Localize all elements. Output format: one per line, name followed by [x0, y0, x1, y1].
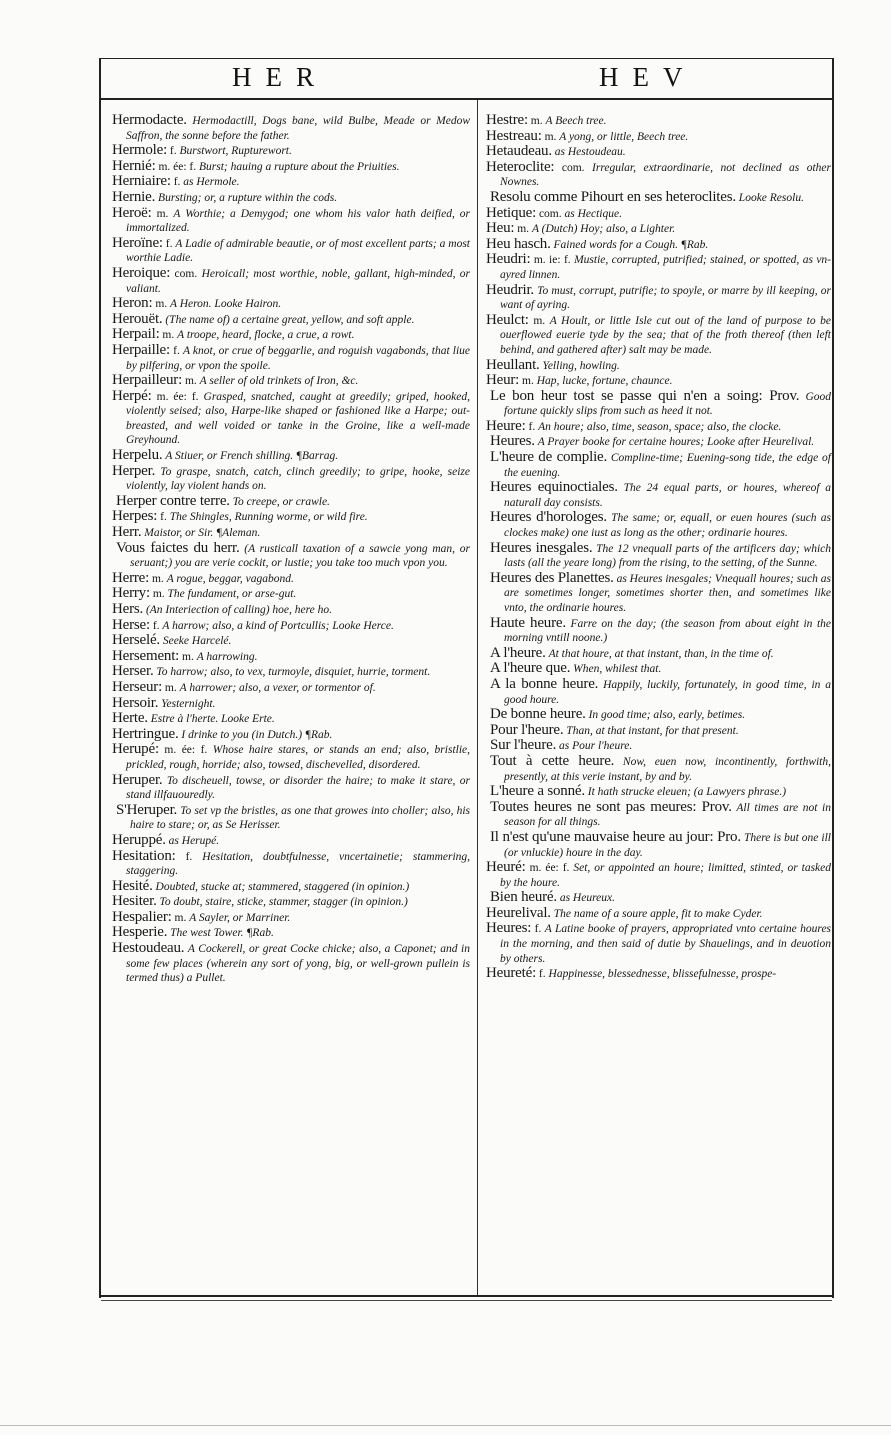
entry-definition: The west Tower. ¶Rab. [170, 927, 274, 940]
entry-headword: Heroïne: [112, 234, 163, 251]
dictionary-entry [486, 358, 831, 374]
entry-definition: Whose haire stares, or stands an end; also, bristlie, prickled, rough, horride; also, towsed, dischevelled, disordered. [126, 744, 471, 771]
entry-definition: To graspe, snatch, catch, clinch greedily; to gripe, hooke, seize violently, lay violent hands on. [126, 465, 470, 493]
entry-headword: De bonne heure. [490, 706, 586, 723]
entry-grammar: m. [162, 329, 175, 342]
dictionary-entry [112, 925, 470, 941]
entry-headword: Hersement: [112, 647, 180, 664]
entry-definition: Estre à l'herte. Looke Erte. [150, 713, 275, 726]
dictionary-entry [486, 541, 831, 571]
entry-definition: Doubted, stucke at; stammered, staggered (in opinion.) [155, 880, 410, 893]
entry-definition: Fained words for a Cough. ¶Rab. [553, 238, 709, 251]
dictionary-entry [486, 966, 831, 982]
entry-definition: as Heureux. [559, 892, 615, 905]
entry-grammar: m. ie: f. [533, 254, 571, 267]
dictionary-entry [486, 480, 831, 510]
entry-definition: A Stiuer, or French shilling. ¶Barrag. [165, 450, 339, 463]
dictionary-entry [112, 113, 470, 143]
entry-headword: Heures inesgales. [490, 539, 593, 556]
entry-headword: Il n'est qu'une mauvaise heure au jour: Pro. [490, 828, 741, 845]
entry-grammar: f. [534, 923, 542, 936]
entry-definition: A yong, or little, Beech tree. [559, 130, 689, 143]
entry-headword: Herry: [112, 585, 150, 602]
entry-grammar: f. [185, 850, 193, 863]
entry-grammar: f. [528, 420, 536, 433]
entry-grammar: f. [173, 344, 180, 357]
entry-grammar: m. [156, 207, 169, 220]
entry-headword: A la bonne heure. [490, 675, 599, 692]
entry-definition: A harrow; also, a kind of Portcullis; Looke Herce. [162, 619, 394, 632]
dictionary-entry [112, 618, 470, 634]
column-divider [477, 100, 478, 1295]
entry-headword: Heuré: [486, 859, 526, 876]
dictionary-entry [486, 723, 831, 739]
entry-grammar: f. [173, 176, 181, 189]
entry-definition: A Beech tree. [545, 115, 607, 127]
entry-grammar: m. ée: f. [158, 160, 197, 173]
dictionary-entry [486, 754, 831, 784]
dictionary-entry [486, 129, 831, 145]
entry-definition: Yelling, howling. [542, 359, 620, 372]
running-head-right: HEV [599, 62, 697, 92]
entry-headword: Hesiter. [112, 893, 157, 910]
entry-headword: Herpelu. [112, 447, 163, 464]
entry-headword: L'heure a sonné. [490, 783, 585, 800]
dictionary-entry [112, 727, 470, 743]
dictionary-entry [486, 784, 831, 800]
dictionary-entry [486, 283, 831, 313]
dictionary-entry [112, 296, 470, 312]
entry-headword: Herouët. [112, 310, 163, 327]
entry-definition: Hermodactill, Dogs bane, wild Bulbe, Meade or Medow Saffron, the sonne before the father. [126, 115, 470, 142]
entry-headword: A l'heure que. [490, 660, 571, 677]
dictionary-entry [112, 312, 470, 328]
dictionary-entry [112, 849, 470, 879]
entry-headword: Herpes: [112, 508, 158, 525]
entry-headword: Hermodacte. [112, 112, 187, 128]
entry-definition: The Shingles, Running worme, or wild fire. [169, 511, 368, 524]
bottom-rule [99, 1295, 834, 1297]
entry-definition: Heroicall; most worthie, noble, gallant, high-minded, or valiant. [126, 267, 471, 295]
dictionary-entry [112, 525, 470, 541]
entry-definition: A (Dutch) Hoy; also, a Lighter. [531, 223, 676, 236]
entry-definition: Looke Resolu. [738, 191, 804, 204]
dictionary-entry [112, 664, 470, 680]
entry-definition: An houre; also, time, season, space; also, the clocke. [538, 420, 782, 433]
entry-headword: Herniaire: [112, 173, 171, 190]
dictionary-entry [112, 236, 470, 266]
entry-definition: A Hoult, or little Isle cut out of the land of purpose to be ouerflowed euerie tyde by the sea; that of the froth thereof (then left behind, and gathered after) salt may be made. [500, 314, 832, 356]
entry-definition: The fundament, or arse-gut. [167, 588, 297, 601]
entry-headword: Hesité. [112, 877, 153, 894]
entry-headword: Heroique: [112, 264, 171, 281]
entry-headword: Herpailleur: [112, 372, 183, 389]
entry-headword: A l'heure. [490, 644, 546, 661]
dictionary-entry [486, 450, 831, 480]
entry-grammar: m. ée: f. [156, 390, 199, 403]
entry-definition: Set, or appointed an houre; limitted, stinted, or tasked by the houre. [500, 862, 832, 889]
entry-definition: as Heures inesgales; Vnequall houres; such as are sometimes longer, sometimes shorter then, and sometimes like vnto, the ordinarie houres. [504, 572, 831, 614]
dictionary-entry [112, 742, 470, 772]
dictionary-entry [486, 860, 831, 890]
dictionary-entry [486, 800, 831, 830]
dictionary-entry [112, 803, 470, 833]
dictionary-entry [112, 602, 470, 618]
entry-definition: To doubt, staire, sticke, stammer, stagger (in opinion.) [159, 896, 408, 909]
dictionary-entry [486, 510, 831, 540]
dictionary-entry [112, 879, 470, 895]
entry-headword: Heures des Planettes. [490, 569, 614, 586]
dictionary-entry [486, 144, 831, 160]
entry-definition: A troope, heard, flocke, a crue, a rowt. [177, 329, 355, 342]
entry-definition: It hath strucke eleuen; (a Lawyers phrase.) [587, 786, 787, 799]
entry-grammar: f. [169, 145, 177, 158]
entry-definition: Hap, lucke, fortune, chaunce. [536, 375, 673, 388]
entry-definition: Burstwort, Rupturewort. [179, 145, 292, 158]
entry-definition: There is but one ill (or vnluckie) houre in the day. [504, 831, 832, 859]
entry-headword: Hertringue. [112, 725, 179, 742]
entry-grammar: f. [165, 237, 173, 250]
entry-headword: Heurelival. [486, 904, 551, 921]
entry-definition: Than, at that instant, for that present. [566, 724, 739, 737]
entry-definition: To harrow; also, to vex, turmoyle, disquiet, hurrie, torment. [156, 666, 431, 679]
entry-definition: A Cockerell, or great Cocke chicke; also, a Caponet; and in some few places (wherein any sort of yong, big, or well-grown pullein is termed thus) a Pullet. [126, 943, 471, 985]
entry-definition: A knot, or crue of beggarlie, and roguish vagabonds, that liue by pilfering, or vpon the spoile. [126, 344, 471, 372]
dictionary-entry [486, 313, 831, 358]
entry-headword: Heur: [486, 372, 520, 389]
dictionary-entry [486, 830, 831, 860]
entry-grammar: m. [164, 681, 177, 694]
dictionary-entry [486, 373, 831, 389]
entry-definition: In good time; also, early, betimes. [588, 709, 746, 722]
entry-grammar: f. [538, 968, 546, 981]
entry-headword: Heu hasch. [486, 235, 551, 252]
dictionary-entry [486, 906, 831, 922]
entry-headword: Le bon heur tost se passe qui n'en a soing: Prov. [490, 387, 800, 404]
entry-definition: A Ladie of admirable beautie, or of most excellent parts; a most worthie Ladie. [126, 237, 470, 265]
dictionary-entry [112, 894, 470, 910]
dictionary-entry [486, 389, 831, 419]
dictionary-entry [486, 738, 831, 754]
entry-headword: Heteroclite: [486, 158, 555, 175]
dictionary-entry [486, 677, 831, 707]
dictionary-entry [112, 633, 470, 649]
entry-headword: Heureté: [486, 965, 537, 982]
entry-definition: I drinke to you (in Dutch.) ¶Rab. [181, 728, 333, 741]
entry-headword: Heure: [486, 417, 526, 434]
entry-headword: Haute heure. [490, 614, 566, 631]
entry-grammar: m. ée: f. [529, 862, 570, 875]
entry-definition: Good fortune quickly slips from such as heed it not. [504, 390, 832, 418]
entry-headword: Hersoir. [112, 694, 159, 711]
entry-definition: At that houre, at that instant, than, in the time of. [548, 647, 774, 660]
entry-headword: Heulct: [486, 311, 529, 328]
entry-grammar: m. [530, 115, 543, 127]
entry-headword: Hetaudeau. [486, 143, 552, 160]
entry-grammar: m. [182, 650, 194, 663]
entry-headword: Hernié: [112, 157, 156, 174]
entry-grammar: m. [517, 223, 530, 236]
entry-grammar: com. [174, 267, 198, 280]
entry-definition: A Heron. Looke Hairon. [170, 298, 282, 311]
entry-grammar: m. [533, 314, 546, 327]
entry-definition: as Pour l'heure. [559, 740, 633, 753]
dictionary-entry [112, 910, 470, 926]
entry-headword: Heu: [486, 220, 515, 237]
dictionary-entry [112, 696, 470, 712]
dictionary-entry [112, 373, 470, 389]
dictionary-entry [486, 190, 831, 206]
entry-definition: To creepe, or crawle. [232, 495, 330, 508]
entry-grammar: m. [155, 298, 168, 311]
dictionary-entry [486, 419, 831, 435]
entry-headword: Herser. [112, 663, 154, 680]
entry-headword: L'heure de complie. [490, 449, 608, 466]
entry-headword: Herse: [112, 616, 150, 633]
entry-definition: (The name of) a certaine great, yellow, and soft apple. [165, 313, 415, 326]
entry-definition: The same; or, equall, or euen houres (such as clockes make) one iust as long as the other; ordinarie houres. [504, 512, 832, 540]
entry-headword: Herselé. [112, 632, 160, 649]
entry-grammar: m. [151, 572, 164, 585]
entry-definition: When, whilest that. [573, 663, 662, 676]
entry-headword: Hers. [112, 601, 144, 617]
entry-headword: Herr. [112, 524, 142, 541]
entry-grammar: m. [544, 130, 557, 143]
header-rule [99, 98, 834, 100]
dictionary-entry [112, 509, 470, 525]
entry-definition: as Herupé. [168, 834, 220, 847]
entry-definition: Grasped, snatched, caught at greedily; griped, hooked, violently seised; also, Harpe-like shaped or fashioned like a Harpe; out-breasted, and well voided or tanke in the Groine, like a well-made Greyhound. [126, 390, 471, 447]
entry-headword: Hestre: [486, 112, 528, 128]
dictionary-entry [112, 649, 470, 665]
entry-definition: Hesitation, doubtfulnesse, vncertainetie; stammering, staggering. [126, 850, 471, 878]
dictionary-entry [112, 190, 470, 206]
entry-headword: Hermole: [112, 142, 168, 159]
entry-definition: as Hermole. [183, 176, 240, 189]
entry-grammar: f. [160, 511, 167, 524]
entry-headword: Herper. [112, 462, 156, 479]
entry-headword: Herpé: [112, 387, 152, 404]
dictionary-entry [112, 541, 470, 571]
entry-definition: Irregular, extraordinarie, not declined as other Nownes. [500, 161, 832, 189]
dictionary-entry [112, 773, 470, 803]
dictionary-entry [112, 494, 470, 510]
entry-headword: Heures. [490, 433, 535, 450]
entry-definition: A Sayler, or Marriner. [189, 911, 291, 924]
entry-headword: Sur l'heure. [490, 737, 557, 754]
dictionary-entry [486, 113, 831, 129]
entry-headword: Hernie. [112, 188, 156, 205]
entry-definition: To set vp the bristles, as one that growes into choller; also, his haire to stare; or, as Se Herisser. [130, 804, 470, 832]
dictionary-entry [486, 237, 831, 253]
dictionary-entry [112, 571, 470, 587]
dictionary-entry [112, 448, 470, 464]
entry-grammar: f. [152, 619, 160, 632]
entry-headword: Herupé: [112, 741, 159, 758]
entry-definition: To discheuell, towse, or disorder the haire; to make it stare, or stand illfauouredly. [126, 774, 470, 802]
entry-headword: Heruppé. [112, 831, 166, 848]
dictionary-entry [486, 434, 831, 450]
entry-definition: Burst; hauing a rupture about the Priuities. [199, 160, 400, 173]
entry-headword: Heullant. [486, 356, 540, 373]
entry-definition: Happily, luckily, fortunately, in good time, in a good houre. [504, 678, 831, 706]
entry-grammar: m. ée: f. [164, 744, 208, 757]
dictionary-entry [486, 921, 831, 966]
dictionary-entry [112, 389, 470, 448]
dictionary-entry [486, 571, 831, 616]
entry-headword: Hesperie. [112, 924, 168, 941]
entry-headword: S'Heruper. [116, 801, 178, 818]
entry-definition: A Worthie; a Demygod; one whom his valor hath deified, or immortalized. [126, 207, 471, 235]
entry-definition: A Latine booke of prayers, appropriated vnto certaine houres in the morning, and then said of dutie by Shauelings, and in deuotion by others. [500, 923, 832, 965]
dictionary-entry [112, 833, 470, 849]
entry-headword: Heures: [486, 920, 532, 937]
entry-grammar: m. [184, 375, 197, 388]
dictionary-entry [112, 941, 470, 986]
entry-definition: A rogue, beggar, vagabond. [166, 572, 294, 585]
dictionary-entry [486, 221, 831, 237]
entry-headword: Herseur: [112, 678, 163, 695]
entry-headword: Heures equinoctiales. [490, 479, 618, 496]
entry-definition: A Prayer booke for certaine houres; Looke after Heurelival. [537, 436, 815, 449]
entry-definition: A harrower; also, a vexer, or tormentor of. [179, 681, 376, 694]
entry-headword: Heudri: [486, 251, 531, 268]
entry-definition: All times are not in season for all things. [504, 801, 832, 829]
running-head-left: HER [232, 62, 328, 92]
entry-headword: Herpail: [112, 326, 160, 343]
entry-headword: Heudrir. [486, 281, 534, 298]
dictionary-entry [112, 174, 470, 190]
entry-definition: To must, corrupt, putrifie; to spoyle, or marre by ill keeping, or want of ayring. [500, 284, 831, 312]
dictionary-entry [112, 159, 470, 175]
entry-headword: Heruper. [112, 771, 163, 788]
entry-grammar: com. [561, 161, 585, 174]
entry-definition: Bursting; or, a rupture within the cods. [158, 191, 338, 204]
entry-headword: Hesitation: [112, 847, 176, 864]
bottom-rule-inner [101, 1300, 832, 1301]
entry-headword: Herre: [112, 569, 150, 586]
entry-definition: Mustie, corrupted, putrified; stained, or spotted, as vn-ayred linnen. [500, 254, 832, 281]
entry-headword: Tout à cette heure. [490, 752, 615, 769]
entry-definition: Now, euen now, incontinently, forthwith, presently, at this verie instant, by and by. [504, 755, 832, 783]
entry-definition: A seller of old trinkets of Iron, &c. [199, 375, 359, 388]
right-column [486, 113, 831, 982]
entry-definition: (A rusticall taxation of a sawcie yong man, or seruant;) you are verie cockit, or lustie; you take too much vpon you. [130, 542, 470, 570]
entry-definition: Happinesse, blessednesse, blissefulnesse, prospe- [548, 968, 777, 981]
entry-headword: Bien heuré. [490, 889, 557, 906]
entry-grammar: com. [538, 207, 562, 220]
dictionary-entry [486, 616, 831, 646]
entry-headword: Hestoudeau. [112, 940, 185, 957]
entry-headword: Hetique: [486, 204, 537, 221]
entry-definition: The 24 equal parts, or houres, whereof a naturall day consists. [504, 482, 832, 509]
dictionary-entry [486, 646, 831, 662]
entry-headword: Vous faictes du herr. [116, 539, 240, 556]
dictionary-entry [486, 661, 831, 677]
dictionary-entry [486, 206, 831, 222]
entry-definition: Seeke Harcelé. [162, 635, 232, 648]
entry-grammar: m. [152, 588, 165, 601]
page-edge [0, 1425, 891, 1426]
entry-headword: Heron: [112, 295, 153, 312]
entry-headword: Pour l'heure. [490, 721, 564, 738]
left-column [112, 113, 470, 986]
dictionary-entry [112, 143, 470, 159]
dictionary-entry [112, 343, 470, 373]
entry-definition: Compline-time; Euening-song tide, the edge of the euening. [504, 452, 831, 479]
entry-headword: Herper contre terre. [116, 492, 230, 509]
entry-headword: Hestreau: [486, 127, 542, 144]
entry-headword: Resolu comme Pihourt en ses heteroclites. [490, 188, 736, 205]
entry-definition: as Hestoudeau. [554, 146, 626, 159]
dictionary-entry [112, 206, 470, 236]
entry-definition: The 12 vnequall parts of the artificers day; which lasts (all the yeare long) from the rising, to the setting, of the Sunne. [504, 542, 832, 570]
entry-headword: Toutes heures ne sont pas meures: Prov. [490, 798, 732, 815]
dictionary-entry [112, 266, 470, 296]
dictionary-entry [486, 890, 831, 906]
dictionary-entry [486, 252, 831, 282]
dictionary-entry [112, 327, 470, 343]
entry-definition: Farre on the day; (the season from about eight in the morning vntill noone.) [504, 617, 832, 645]
entry-definition: A harrowing. [196, 650, 258, 663]
entry-definition: Yesternight. [161, 697, 216, 710]
entry-definition: as Hectique. [564, 207, 622, 220]
dictionary-entry [112, 711, 470, 727]
dictionary-entry [112, 464, 470, 494]
entry-definition: Maistor, or Sir. ¶Aleman. [144, 527, 261, 540]
entry-headword: Hespalier: [112, 908, 172, 925]
entry-headword: Heroë: [112, 204, 152, 221]
entry-headword: Heures d'horologes. [490, 509, 607, 526]
dictionary-entry [112, 586, 470, 602]
entry-headword: Herte. [112, 710, 148, 727]
entry-grammar: m. [522, 375, 534, 388]
entry-headword: Herpaille: [112, 341, 170, 358]
entry-definition: (An Interiection of calling) hoe, here ho. [145, 604, 333, 616]
dictionary-entry [486, 707, 831, 723]
dictionary-entry [112, 680, 470, 696]
entry-grammar: m. [174, 911, 187, 924]
entry-definition: The name of a soure apple, fit to make Cyder. [553, 907, 763, 920]
dictionary-entry [486, 160, 831, 190]
